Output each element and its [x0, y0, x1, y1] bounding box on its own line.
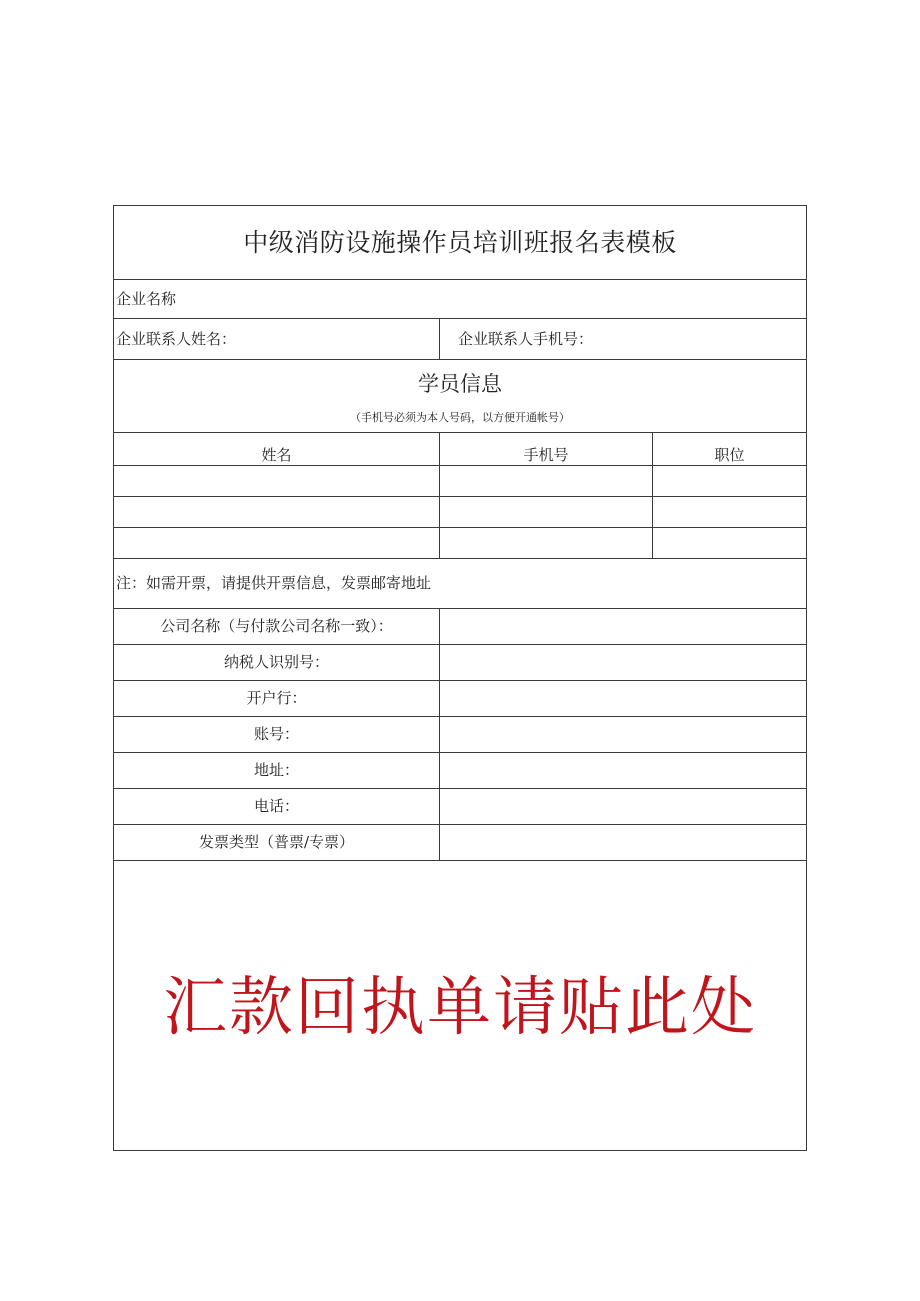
company-name-label: 企业名称	[116, 289, 177, 308]
student-info-note: （手机号必须为本人号码，以方便开通帐号）	[350, 411, 571, 424]
invoice-address-value[interactable]	[440, 753, 807, 789]
invoice-bank-label: 开户行：	[114, 681, 440, 717]
invoice-bank-value[interactable]	[440, 681, 807, 717]
receipt-paste-text: 汇款回执单请贴此处	[163, 970, 758, 1045]
invoice-address-label: 地址：	[114, 753, 440, 789]
receipt-paste-area	[114, 861, 807, 1151]
invoice-row	[114, 789, 807, 825]
registration-form	[113, 205, 807, 1151]
student-name-cell[interactable]	[114, 528, 440, 559]
student-position-cell[interactable]	[653, 528, 807, 559]
invoice-note: 注：如需开票，请提供开票信息，发票邮寄地址	[114, 559, 807, 609]
invoice-taxpayer-id-value[interactable]	[440, 645, 807, 681]
student-name-cell[interactable]	[114, 466, 440, 497]
student-position-cell[interactable]	[653, 466, 807, 497]
contact-phone-label: 企业联系人手机号：	[458, 329, 594, 348]
invoice-row	[114, 681, 807, 717]
invoice-account-value[interactable]	[440, 717, 807, 753]
company-name-field[interactable]	[114, 280, 807, 319]
invoice-type-label: 发票类型（普票/专票）	[114, 825, 440, 861]
invoice-company-value[interactable]	[440, 609, 807, 645]
invoice-type-value[interactable]	[440, 825, 807, 861]
invoice-phone-label: 电话：	[114, 789, 440, 825]
invoice-company-label: 公司名称（与付款公司名称一致）：	[114, 609, 440, 645]
column-header-position: 职位	[653, 433, 807, 466]
column-header-name: 姓名	[114, 433, 440, 466]
contact-phone-field[interactable]	[440, 319, 807, 360]
student-row	[114, 528, 807, 559]
invoice-account-label: 账号：	[114, 717, 440, 753]
contact-name-label: 企业联系人姓名：	[116, 329, 237, 348]
student-info-header	[114, 360, 807, 433]
invoice-row	[114, 825, 807, 861]
student-info-title: 学员信息	[418, 372, 503, 396]
student-phone-cell[interactable]	[440, 528, 653, 559]
invoice-row	[114, 753, 807, 789]
student-row	[114, 497, 807, 528]
invoice-row	[114, 717, 807, 753]
student-phone-cell[interactable]	[440, 466, 653, 497]
invoice-taxpayer-id-label: 纳税人识别号：	[114, 645, 440, 681]
student-row	[114, 466, 807, 497]
form-title: 中级消防设施操作员培训班报名表模板	[114, 206, 807, 280]
invoice-row	[114, 609, 807, 645]
invoice-phone-value[interactable]	[440, 789, 807, 825]
contact-name-field[interactable]	[114, 319, 440, 360]
student-name-cell[interactable]	[114, 497, 440, 528]
student-phone-cell[interactable]	[440, 497, 653, 528]
student-position-cell[interactable]	[653, 497, 807, 528]
invoice-row	[114, 645, 807, 681]
column-header-phone: 手机号	[440, 433, 653, 466]
